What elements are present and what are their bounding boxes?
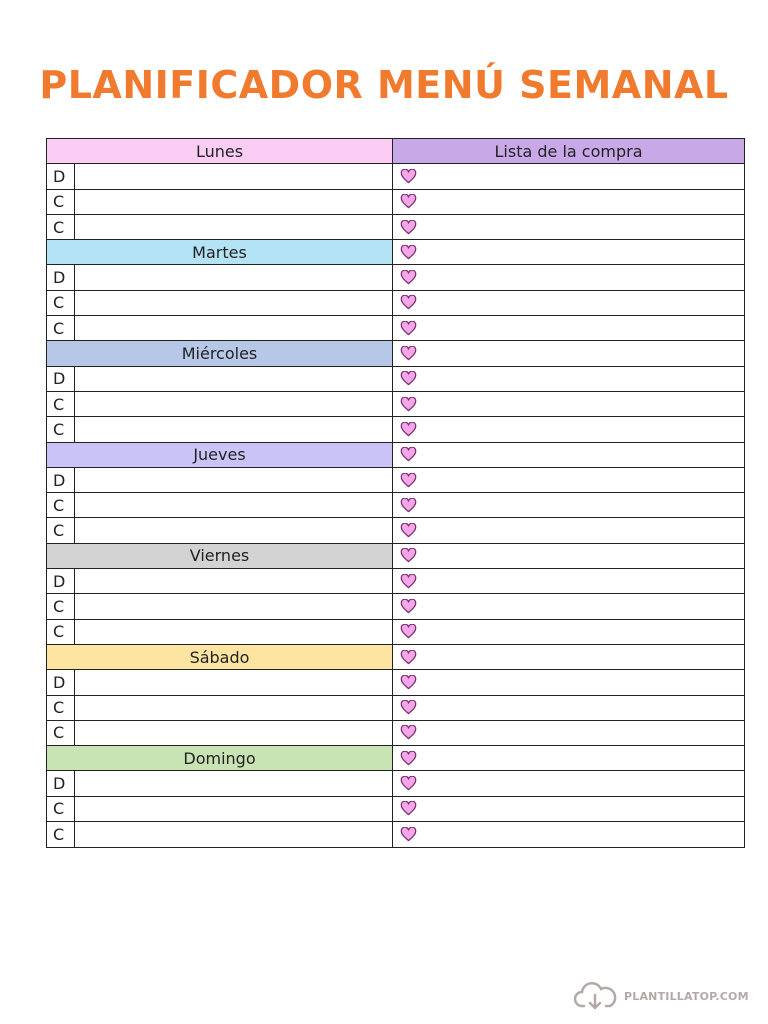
heart-icon bbox=[400, 220, 417, 235]
heart-icon bbox=[400, 447, 417, 462]
meal-row bbox=[47, 291, 392, 316]
heart-icon bbox=[400, 371, 417, 386]
shopping-list-item[interactable] bbox=[393, 316, 744, 341]
shopping-list-item[interactable] bbox=[393, 443, 744, 468]
shopping-list-item[interactable] bbox=[393, 493, 744, 518]
heart-icon bbox=[400, 295, 417, 310]
heart-icon bbox=[400, 270, 417, 285]
meal-letter: D bbox=[47, 670, 75, 694]
shopping-list-item[interactable] bbox=[393, 164, 744, 189]
heart-icon bbox=[400, 194, 417, 209]
meal-row bbox=[47, 670, 392, 695]
meal-row bbox=[47, 569, 392, 594]
day-header-3: Miércoles bbox=[47, 341, 392, 366]
meal-entry-cell[interactable] bbox=[75, 518, 392, 542]
day-header-1: Lunes bbox=[47, 139, 392, 164]
meal-row bbox=[47, 620, 392, 645]
shopping-list-item[interactable] bbox=[393, 746, 744, 771]
brand-name: PLANTILLATOP.COM bbox=[624, 989, 749, 1003]
meal-row bbox=[47, 215, 392, 240]
brand-footer bbox=[574, 982, 749, 1010]
shopping-list-item[interactable] bbox=[393, 341, 744, 366]
shopping-list-item[interactable] bbox=[393, 569, 744, 594]
shopping-list-item[interactable] bbox=[393, 215, 744, 240]
meal-letter: C bbox=[47, 696, 75, 720]
shopping-list-item[interactable] bbox=[393, 822, 744, 847]
meal-entry-cell[interactable] bbox=[75, 569, 392, 593]
meal-entry-cell[interactable] bbox=[75, 771, 392, 795]
shopping-list-item[interactable] bbox=[393, 417, 744, 442]
heart-icon bbox=[400, 548, 417, 563]
meal-letter: C bbox=[47, 291, 75, 315]
meal-letter: C bbox=[47, 417, 75, 441]
heart-icon bbox=[400, 422, 417, 437]
day-header-2: Martes bbox=[47, 240, 392, 265]
heart-icon bbox=[400, 801, 417, 816]
meal-entry-cell[interactable] bbox=[75, 620, 392, 644]
heart-icon bbox=[400, 776, 417, 791]
meal-letter: C bbox=[47, 822, 75, 847]
meal-row bbox=[47, 518, 392, 543]
heart-icon bbox=[400, 827, 417, 842]
meal-letter: C bbox=[47, 190, 75, 214]
meal-letter: D bbox=[47, 367, 75, 391]
heart-icon bbox=[400, 624, 417, 639]
meal-entry-cell[interactable] bbox=[75, 670, 392, 694]
shopping-list-item[interactable] bbox=[393, 594, 744, 619]
heart-icon bbox=[400, 321, 417, 336]
shopping-list-item[interactable] bbox=[393, 518, 744, 543]
meal-entry-cell[interactable] bbox=[75, 367, 392, 391]
meal-entry-cell[interactable] bbox=[75, 417, 392, 441]
meal-letter: D bbox=[47, 164, 75, 188]
meal-letter: C bbox=[47, 620, 75, 644]
meal-entry-cell[interactable] bbox=[75, 493, 392, 517]
meal-entry-cell[interactable] bbox=[75, 594, 392, 618]
shopping-list-item[interactable] bbox=[393, 670, 744, 695]
meal-letter: D bbox=[47, 468, 75, 492]
meal-entry-cell[interactable] bbox=[75, 164, 392, 188]
meal-letter: C bbox=[47, 797, 75, 821]
shopping-list-item[interactable] bbox=[393, 771, 744, 796]
meal-row bbox=[47, 468, 392, 493]
weekly-menu-planner bbox=[46, 138, 745, 848]
meal-entry-cell[interactable] bbox=[75, 316, 392, 340]
heart-icon bbox=[400, 725, 417, 740]
day-header-4: Jueves bbox=[47, 443, 392, 468]
meal-letter: C bbox=[47, 518, 75, 542]
meal-entry-cell[interactable] bbox=[75, 215, 392, 239]
heart-icon bbox=[400, 574, 417, 589]
heart-icon bbox=[400, 397, 417, 412]
shopping-list-item[interactable] bbox=[393, 392, 744, 417]
heart-icon bbox=[400, 599, 417, 614]
heart-icon bbox=[400, 650, 417, 665]
day-header-6: Sábado bbox=[47, 645, 392, 670]
day-header-5: Viernes bbox=[47, 544, 392, 569]
shopping-list-item[interactable] bbox=[393, 190, 744, 215]
meal-entry-cell[interactable] bbox=[75, 190, 392, 214]
meal-row bbox=[47, 493, 392, 518]
meal-letter: D bbox=[47, 265, 75, 289]
cloud-download-icon bbox=[574, 982, 618, 1010]
shopping-list-item[interactable] bbox=[393, 265, 744, 290]
heart-icon bbox=[400, 498, 417, 513]
meal-letter: C bbox=[47, 493, 75, 517]
heart-icon bbox=[400, 346, 417, 361]
shopping-list-item[interactable] bbox=[393, 620, 744, 645]
meal-letter: C bbox=[47, 721, 75, 745]
meal-entry-cell[interactable] bbox=[75, 696, 392, 720]
heart-icon bbox=[400, 245, 417, 260]
meal-row bbox=[47, 594, 392, 619]
meal-row bbox=[47, 797, 392, 822]
meal-row bbox=[47, 190, 392, 215]
shopping-list-item[interactable] bbox=[393, 291, 744, 316]
meal-row bbox=[47, 316, 392, 341]
daily-menu-column bbox=[46, 138, 392, 848]
heart-icon bbox=[400, 675, 417, 690]
shopping-list-item[interactable] bbox=[393, 721, 744, 746]
meal-entry-cell[interactable] bbox=[75, 392, 392, 416]
meal-entry-cell[interactable] bbox=[75, 468, 392, 492]
shopping-list-item[interactable] bbox=[393, 544, 744, 569]
meal-row bbox=[47, 367, 392, 392]
heart-icon bbox=[400, 523, 417, 538]
shopping-list-header: Lista de la compra bbox=[393, 139, 744, 164]
shopping-list-item[interactable] bbox=[393, 240, 744, 265]
meal-entry-cell[interactable] bbox=[75, 291, 392, 315]
meal-row bbox=[47, 721, 392, 746]
shopping-list-item[interactable] bbox=[393, 468, 744, 493]
meal-letter: D bbox=[47, 771, 75, 795]
meal-row bbox=[47, 265, 392, 290]
page-title: PLANIFICADOR MENÚ SEMANAL bbox=[39, 63, 729, 107]
meal-letter: D bbox=[47, 569, 75, 593]
meal-row bbox=[47, 164, 392, 189]
meal-row bbox=[47, 392, 392, 417]
meal-entry-cell[interactable] bbox=[75, 721, 392, 745]
meal-entry-cell[interactable] bbox=[75, 797, 392, 821]
shopping-list-item[interactable] bbox=[393, 367, 744, 392]
meal-row bbox=[47, 696, 392, 721]
meal-row bbox=[47, 822, 392, 847]
heart-icon bbox=[400, 473, 417, 488]
heart-icon bbox=[400, 700, 417, 715]
meal-row bbox=[47, 417, 392, 442]
meal-row bbox=[47, 771, 392, 796]
meal-entry-cell[interactable] bbox=[75, 265, 392, 289]
heart-icon bbox=[400, 169, 417, 184]
meal-letter: C bbox=[47, 392, 75, 416]
meal-entry-cell[interactable] bbox=[75, 822, 392, 847]
heart-icon bbox=[400, 751, 417, 766]
meal-letter: C bbox=[47, 594, 75, 618]
shopping-list-column bbox=[392, 138, 745, 848]
shopping-list-item[interactable] bbox=[393, 797, 744, 822]
day-header-7: Domingo bbox=[47, 746, 392, 771]
meal-letter: C bbox=[47, 215, 75, 239]
shopping-list-item[interactable] bbox=[393, 645, 744, 670]
shopping-list-item[interactable] bbox=[393, 696, 744, 721]
meal-letter: C bbox=[47, 316, 75, 340]
